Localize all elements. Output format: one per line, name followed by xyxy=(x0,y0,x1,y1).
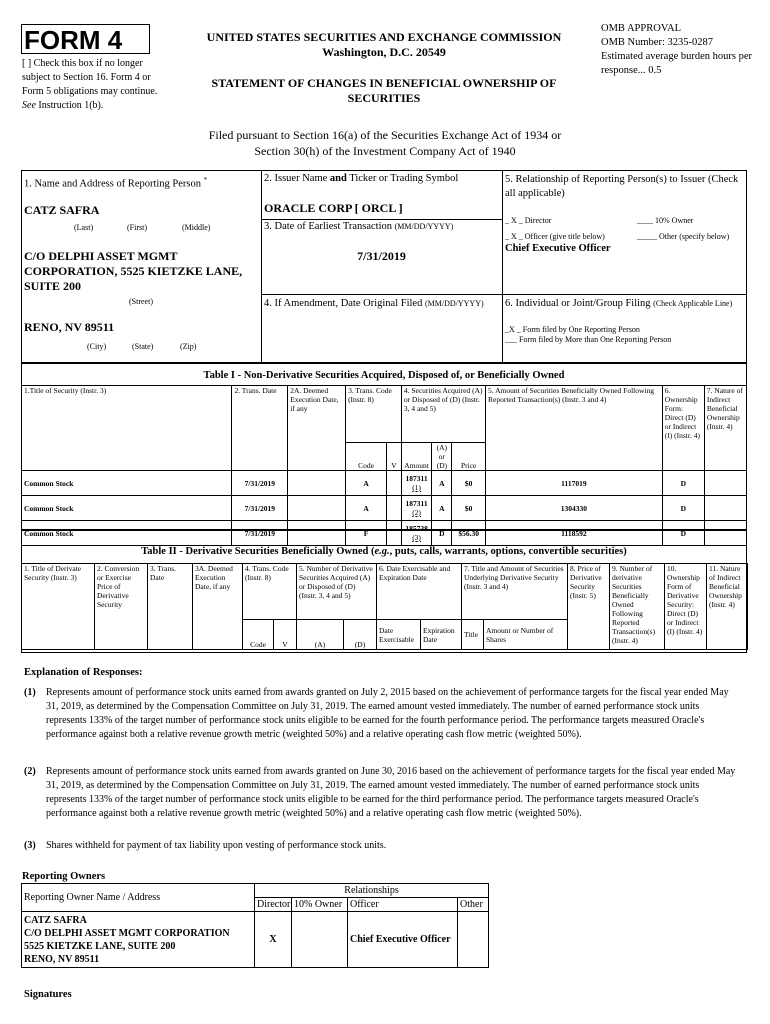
form-title: FORM 4 xyxy=(24,25,123,55)
t1-h-code: 3. Trans. Code (Instr. 8) xyxy=(346,386,402,443)
t2-h-title: 1. Title of Derivate Security (Instr. 3) xyxy=(22,564,95,650)
rel-other: _____ Other (specify below) xyxy=(637,232,730,241)
label-street: (Street) xyxy=(129,297,153,306)
t1-price: $0 xyxy=(452,471,486,496)
owner-col-relationships: Relationships xyxy=(255,884,489,898)
label-zip: (Zip) xyxy=(180,342,197,351)
t1-aord: D xyxy=(432,521,452,546)
box6-label: 6. Individual or Joint/Group Filing (Check Applicable Line) xyxy=(505,298,733,309)
rel-10pct-owner: ____ 10% Owner xyxy=(637,216,694,225)
t1-owned: 1117019 xyxy=(486,471,663,496)
table2 xyxy=(21,563,748,650)
explanation-heading: Explanation of Responses: xyxy=(24,667,143,678)
reporting-owners-heading: Reporting Owners xyxy=(22,871,106,882)
table2-title: Table II - Derivative Securities Beneficially Owned (e.g., puts, calls, warrants, options, convertible securities) xyxy=(141,546,627,557)
agency-name: UNITED STATES SECURITIES AND EXCHANGE COMMISSION xyxy=(206,30,562,44)
t1-code: A xyxy=(346,496,387,521)
table1-title: Table I - Non-Derivative Securities Acquired, Disposed of, or Beneficially Owned xyxy=(203,370,565,381)
footnote-num: (3) xyxy=(24,840,36,851)
t2-h-exercisable: 6. Date Exercisable and Expiration Date xyxy=(377,564,462,620)
t1-amount-cell: 185738 (3) xyxy=(401,521,432,546)
t1-h-ownership-form: 6. Ownership Form: Direct (D) or Indirect (I) (Instr. 4) xyxy=(662,386,704,471)
t1-h-deemed: 2A. Deemed Execution Date, if any xyxy=(288,386,346,471)
reporting-person-address: C/O DELPHI ASSET MGMT CORPORATION, 5525 KIETZKE LANE, SUITE 200 xyxy=(24,249,243,293)
signatures-heading: Signatures xyxy=(24,989,72,1000)
reporting-owners-table xyxy=(21,883,489,968)
see-word: See xyxy=(22,100,36,111)
t1-aord: A xyxy=(432,496,452,521)
footnote-1 xyxy=(24,686,742,742)
t1-owned: 1118592 xyxy=(486,521,663,546)
t1-aord: A xyxy=(432,471,452,496)
statement-title: STATEMENT OF CHANGES IN BENEFICIAL OWNERSHIP OF SECURITIES xyxy=(211,76,557,105)
t1-security: Common Stock xyxy=(22,471,232,496)
owner-name-address: CATZ SAFRA C/O DELPHI ASSET MGMT CORPORATION 5525 KIETZKE LANE, SUITE 200 RENO, NV 89511 xyxy=(22,912,255,968)
box2-label: 2. Issuer Name and Ticker or Trading Symbol xyxy=(264,173,459,184)
t2-sub-amount: Amount or Number of Shares xyxy=(484,620,568,650)
box4-label: 4. If Amendment, Date Original Filed (MM/DD/YYYY) xyxy=(264,298,484,309)
rel-director: _ X _ Director xyxy=(505,216,552,225)
t2-sub-title: Title xyxy=(462,620,484,650)
t2-h-code: 4. Trans. Code (Instr. 8) xyxy=(243,564,297,620)
t2-sub-a: (A) xyxy=(297,620,344,650)
box5-label: 5. Relationship of Reporting Person(s) to Issuer (Check all applicable) xyxy=(505,174,739,199)
label-first: (First) xyxy=(127,223,147,232)
label-city: (City) xyxy=(87,342,107,351)
t1-h-title: 1.Title of Security (Instr. 3) xyxy=(22,386,232,471)
owner-col-name: Reporting Owner Name / Address xyxy=(22,884,255,912)
footnote-link[interactable]: (3) xyxy=(412,533,421,542)
t1-amount-cell: 187311 (2) xyxy=(401,496,432,521)
t1-owned: 1304330 xyxy=(486,496,663,521)
t2-h-number: 5. Number of Derivative Securities Acquired (A) or Disposed of (D) (Instr. 3, 4 and 5) xyxy=(297,564,377,620)
t1-sub-aord: (A) or (D) xyxy=(432,443,452,471)
officer-title: Chief Executive Officer xyxy=(505,243,611,254)
table1 xyxy=(21,385,747,546)
reporting-person-city-state: RENO, NV 89511 xyxy=(24,320,115,334)
filed-pursuant-line-1: Filed pursuant to Section 16(a) of the Securities Exchange Act of 1934 or xyxy=(208,128,562,142)
t1-sub-v: V xyxy=(387,443,402,471)
t2-sub-expiration: Expiration Date xyxy=(421,620,462,650)
earliest-transaction-date: 7/31/2019 xyxy=(357,249,406,263)
t2-sub-code: Code xyxy=(243,620,274,650)
instruction-ref: Instruction 1(b). xyxy=(38,100,104,111)
t1-h-nature: 7. Nature of Indirect Beneficial Ownership (Instr. 4) xyxy=(704,386,746,471)
t1-price: $56.30 xyxy=(452,521,486,546)
owner-officer-title: Chief Executive Officer xyxy=(348,912,458,968)
label-last: (Last) xyxy=(74,223,94,232)
owner-col-director: Director xyxy=(255,898,292,912)
t1-form: D xyxy=(662,521,704,546)
omb-burden: Estimated average burden hours per response... 0.5 xyxy=(601,51,753,76)
box3-label: 3. Date of Earliest Transaction (MM/DD/YYYY) xyxy=(264,221,454,232)
label-state: (State) xyxy=(132,342,154,351)
t1-date: 7/31/2019 xyxy=(232,521,288,546)
footnote-3 xyxy=(24,839,742,853)
footnote-text: Shares withheld for payment of tax liability upon vesting of performance stock units. xyxy=(46,840,387,851)
omb-number: OMB Number: 3235-0287 xyxy=(601,37,713,48)
footnote-num: (2) xyxy=(24,766,36,777)
t1-form: D xyxy=(662,471,704,496)
owner-col-10pct: 10% Owner xyxy=(292,898,348,912)
table-row xyxy=(22,912,489,968)
t1-sub-amount: Amount xyxy=(401,443,432,471)
table-row xyxy=(22,496,747,521)
footnote-text: Represents amount of performance stock units earned from awards granted on July 2, 2015 based on the achievement of performance targets for the fiscal year ended May 31, 2019, as determined by the Compensation Committee on July 31, 2019. The earned amount vested immediately. The number of earned performance stock units represents 133% of the target number of performance stock units eligible to be earned for the fourth performance period. The performance targets measured Oracle's performance against both a relative revenue growth metric (weighted 50%) and a relative operating cash flow metric (weighted 50%). xyxy=(46,687,729,740)
t1-date: 7/31/2019 xyxy=(232,471,288,496)
t2-h-number-owned: 9. Number of derivative Securities Beneficially Owned Following Reported Transaction(s) (Instr. 4) xyxy=(610,564,665,650)
t1-h-amount-owned: 5. Amount of Securities Beneficially Owned Following Reported Transaction(s) (Instr. 3 and 4) xyxy=(486,386,663,471)
omb-approval: OMB APPROVAL xyxy=(601,23,682,34)
t2-h-price: 2. Conversion or Exercise Price of Derivative Security xyxy=(95,564,148,650)
filed-pursuant-line-2: Section 30(h) of the Investment Company Act of 1940 xyxy=(254,144,516,158)
owner-director-mark: X xyxy=(255,912,292,968)
table-row xyxy=(22,471,747,496)
t2-h-ownership-form: 10. Ownership Form of Derivative Security: Direct (D) or Indirect (I) (Instr. 4) xyxy=(665,564,707,650)
t1-h-securities: 4. Securities Acquired (A) or Disposed of (D) (Instr. 3, 4 and 5) xyxy=(401,386,485,443)
t2-h-deemed: 3A. Deemed Execution Date, if any xyxy=(193,564,243,650)
t1-price: $0 xyxy=(452,496,486,521)
footnote-text: Represents amount of performance stock units earned from awards granted on June 30, 2016 based on the achievement of performance targets for the fiscal year ended May 31, 2019, as determined by the Compensation Committee on July 31, 2019. The earned amount vested immediately. The number of earned performance stock units represents 133% of the target number of performance stock units eligible to be earned for the third performance period. The performance targets measured Oracle's performance against both a relative revenue growth metric (weighted 50%) and a relative operating cash flow metric (weighted 50%). xyxy=(46,766,736,819)
t2-h-nature: 11. Nature of Indirect Beneficial Ownership (Instr. 4) xyxy=(707,564,748,650)
t2-h-date: 3. Trans. Date xyxy=(148,564,193,650)
t1-h-date: 2. Trans. Date xyxy=(232,386,288,471)
label-middle: (Middle) xyxy=(182,223,211,232)
agency-city: Washington, D.C. 20549 xyxy=(322,45,446,59)
footnote-link[interactable]: (1) xyxy=(412,483,421,492)
footnote-2 xyxy=(24,765,742,821)
t1-form: D xyxy=(662,496,704,521)
t1-date: 7/31/2019 xyxy=(232,496,288,521)
footnote-num: (1) xyxy=(24,687,36,698)
owner-col-officer: Officer xyxy=(348,898,458,912)
filing-more-persons: ___ Form filed by More than One Reporting Person xyxy=(505,335,672,344)
t2-sub-exercisable: Date Exercisable xyxy=(377,620,421,650)
footnote-link[interactable]: (2) xyxy=(412,508,421,517)
t2-h-underlying: 7. Title and Amount of Securities Underlying Derivative Security (Instr. 3 and 4) xyxy=(462,564,568,620)
t1-code: F xyxy=(346,521,387,546)
t1-sub-code: Code xyxy=(346,443,387,471)
form-title-box xyxy=(21,24,150,54)
filing-one-person: _X _ Form filed by One Reporting Person xyxy=(505,325,640,334)
t1-security: Common Stock xyxy=(22,521,232,546)
t2-sub-v: V xyxy=(274,620,297,650)
issuer-name: ORACLE CORP [ ORCL ] xyxy=(264,201,403,215)
t1-amount-cell: 187311 (1) xyxy=(401,471,432,496)
box1-label: 1. Name and Address of Reporting Person * xyxy=(24,176,208,190)
t1-sub-price: Price xyxy=(452,443,486,471)
t1-security: Common Stock xyxy=(22,496,232,521)
checkbox-note: [ ] Check this box if no longer subject to Section 16. Form 4 or Form 5 obligations may continue. See Instruction 1(b). xyxy=(22,58,158,111)
reporting-person-name: CATZ SAFRA xyxy=(24,203,100,217)
rel-officer: _ X _ Officer (give title below) xyxy=(505,232,605,241)
omb-box xyxy=(601,22,761,78)
t2-sub-d: (D) xyxy=(344,620,377,650)
t2-h-deriv-price: 8. Price of Derivative Security (Instr. 5) xyxy=(568,564,610,650)
t1-code: A xyxy=(346,471,387,496)
box1-star: * xyxy=(203,176,208,184)
owner-col-other: Other xyxy=(458,898,489,912)
